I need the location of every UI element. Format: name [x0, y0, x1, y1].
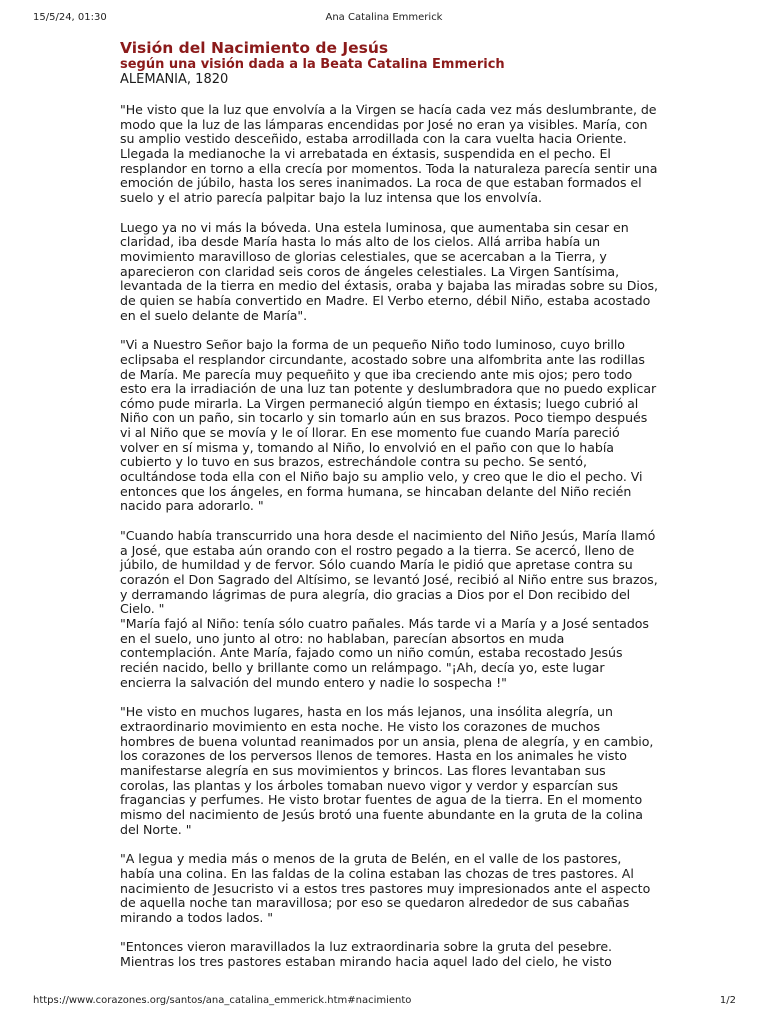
article-title: Visión del Nacimiento de Jesús: [120, 39, 389, 57]
paragraph: "Cuando había transcurrido una hora desde el nacimiento del Niño Jesús, María llamó a José, que estaba aún orando con el rostro pegado a la tierra. Se acercó, lleno de júbilo, de humildad y de fervor. Sólo cuando María le pidió que apretase contra su corazón el Don Sagrado del Altísimo, se levantó José, recibió al Niño entre sus brazos, y derramando lágrimas de pura alegría, dio gracias a Dios por el Don recibido del Cielo. ": [120, 528, 658, 617]
paragraph: "Vi a Nuestro Señor bajo la forma de un pequeño Niño todo luminoso, cuyo brillo eclipsaba el resplandor circundante, acostado sobre una alfombrita ante las rodillas de María. Me parecía muy pequeñito y que iba creciendo ante mis ojos; pero todo esto era la irradiación de una luz tan potente y deslumbradora que no puedo explicar cómo pude mirarla. La Virgen permaneció algún tiempo en éxtasis; luego cubrió al Niño con un paño, sin tocarlo y sin tomarlo aún en sus brazos. Poco tiempo después vi al Niño que se movía y le oí llorar. En ese momento fue cuando María pareció volver en sí misma y, tomando al Niño, lo envolvió en el paño con que lo había cubierto y lo tuvo en sus brazos, estrechándole contra su pecho. Se sentó, ocultándose toda ella con el Niño bajo su amplio velo, y creo que le dio el pecho. Vi entonces que los ángeles, en forma humana, se hincaban delante del Niño recién nacido para adorarlo. ": [120, 337, 657, 514]
source-url: https://www.corazones.org/santos/ana_catalina_emmerick.htm#nacimiento: [33, 995, 412, 1006]
paragraph: "Entonces vieron maravillados la luz extraordinaria sobre la gruta del pesebre. Mientras los tres pastores estaban mirando hacia aquel lado del cielo, he visto: [120, 939, 613, 970]
print-page-title: Ana Catalina Emmerick: [325, 12, 443, 23]
paragraph: Luego ya no vi más la bóveda. Una estela luminosa, que aumentaba sin cesar en claridad, iba desde María hasta lo más alto de los cielos. Allá arriba había un movimiento maravilloso de glorias celestiales, que se acercaban a la Tierra, y aparecieron con claridad seis coros de ángeles celestiales. La Virgen Santísima, levantada de la tierra en medio del éxtasis, oraba y bajaba las miradas sobre su Dios, de quien se había convertido en Madre. El Verbo eterno, débil Niño, estaba acostado en el suelo delante de María".: [120, 219, 658, 323]
article: [120, 40, 658, 985]
paragraph: "María fajó al Niño: tenía sólo cuatro pañales. Más tarde vi a María y a José sentados en el suelo, uno junto al otro: no hablaban, parecían absortos en muda contemplación. Ante María, fajado como un niño común, estaba recostado Jesús recién nacido, bello y brillante como un relámpago. "¡Ah, decía yo, este lugar encierra la salvación del mundo entero y nadie lo sospecha !": [120, 616, 649, 690]
article-place-date: ALEMANIA, 1820: [120, 72, 229, 87]
article-subtitle: según una visión dada a la Beata Catalina Emmerich: [120, 57, 505, 72]
page-number: 1/2: [719, 995, 736, 1006]
paragraph: "He visto que la luz que envolvía a la Virgen se hacía cada vez más deslumbrante, de modo que la luz de las lámparas encendidas por José no eran ya visibles. María, con su amplio vestido desceñido, estaba arrodillada con la cara vuelta hacia Oriente. Llegada la medianoche la vi arrebatada en éxtasis, suspendida en el pecho. El resplandor en torno a ella crecía por momentos. Toda la naturaleza parecía sentir una emoción de júbilo, hasta los seres inanimados. La roca de que estaban formados el suelo y el atrio parecía palpitar bajo la luz intensa que los envolvía.: [120, 102, 658, 205]
print-footer: [0, 995, 768, 1009]
print-header: [0, 12, 768, 26]
print-datetime: 15/5/24, 01:30: [33, 12, 107, 23]
paragraph: "A legua y media más o menos de la gruta de Belén, en el valle de los pastores, había una colina. En las faldas de la colina estaban las chozas de tres pastores. Al nacimiento de Jesucristo vi a estos tres pastores muy impresionados ante el aspecto de aquella noche tan maravillosa; por eso se quedaron alrededor de sus cabañas mirando a todos lados. ": [120, 851, 651, 925]
paragraph: "He visto en muchos lugares, hasta en los más lejanos, una insólita alegría, un extraordinario movimiento en esta noche. He visto los corazones de muchos hombres de buena voluntad reanimados por un ansia, plena de alegría, y en cambio, los corazones de los perversos llenos de temores. Hasta en los animales he visto manifestarse alegría en sus movimientos y brincos. Las flores levantaban sus corolas, las plantas y los árboles tomaban nuevo vigor y verdor y esparcían sus fragancias y perfumes. He visto brotar fuentes de agua de la tierra. En el momento mismo del nacimiento de Jesús brotó una fuente abundante en la gruta de la colina del Norte. ": [120, 704, 654, 837]
